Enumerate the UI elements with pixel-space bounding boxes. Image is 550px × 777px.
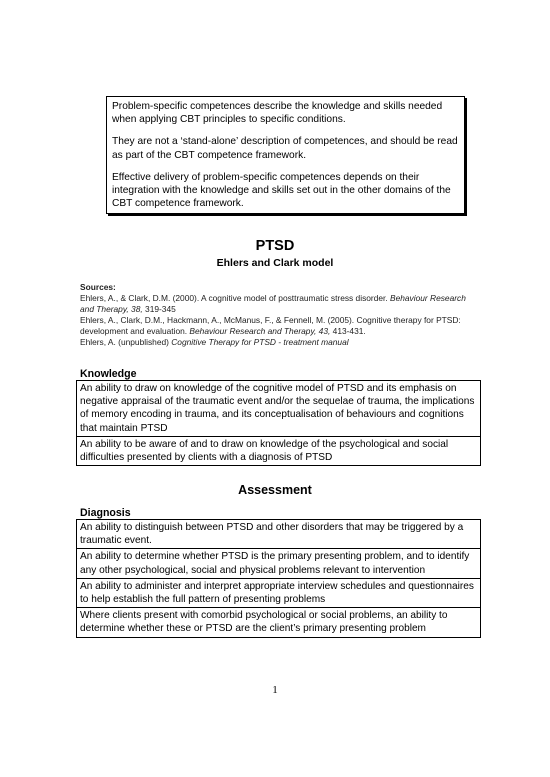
page-subtitle: Ehlers and Clark model [216,257,334,269]
table-row: An ability to distinguish between PTSD and other disorders that may be triggered by a traumatic event. [77,520,480,549]
diagnosis-table [76,519,481,638]
table-row: An ability to administer and interpret appropriate interview schedules and questionnaires to help establish the full pattern of presenting problems [77,579,480,608]
table-row: An ability to be aware of and to draw on knowledge of the psychological and social difficulties presented by clients with a diagnosis of PTSD [80,438,449,464]
intro-paragraph-3: Effective delivery of problem-specific competences depends on their integration with the knowledge and skills set out in the other domains of the CBT competence framework. [112,171,451,210]
knowledge-heading: Knowledge [80,368,137,380]
page-number: 1 [272,684,278,696]
table-row: An ability to draw on knowledge of the cognitive model of PTSD and its emphasis on negative appraisal of the traumatic event and/or the sequelae of trauma, the implications of memory encoding in trauma, and its conceptualisation of behaviours and cognitions that maintain PTSD [77,381,480,437]
intro-paragraph-2: They are not a ‘stand-alone’ description of competences, and should be read as part of the CBT competence framework. [112,136,458,161]
source-reference: Ehlers, A. (unpublished) Cognitive Therapy for PTSD - treatment manual [80,337,349,347]
source-reference: Ehlers, A., & Clark, D.M. (2000). A cognitive model of posttraumatic stress disorder. Behaviour Research and Therapy, 38, 319-345 [80,293,466,314]
table-row: An ability to determine whether PTSD is the primary presenting problem, and to identify any other psychological, social and physical problems relevant to intervention [77,549,480,578]
page-title: PTSD [255,238,295,254]
intro-box [106,96,465,214]
assessment-heading: Assessment [238,483,312,497]
knowledge-table [76,380,481,466]
sources-label: Sources: [80,282,116,292]
sources-block [80,282,480,348]
intro-paragraph-1: Problem-specific competences describe the knowledge and skills needed when applying CBT principles to specific conditions. [112,101,443,126]
source-reference: Ehlers, A., Clark, D.M., Hackmann, A., McManus, F., & Fennell, M. (2005). Cognitive therapy for PTSD: development and evaluation. Behaviour Research and Therapy, 43, 413-431. [80,315,461,336]
diagnosis-heading: Diagnosis [80,507,131,519]
table-row: Where clients present with comorbid psychological or social problems, an ability to determine whether these or PTSD are the client’s primary presenting problem [80,610,448,635]
